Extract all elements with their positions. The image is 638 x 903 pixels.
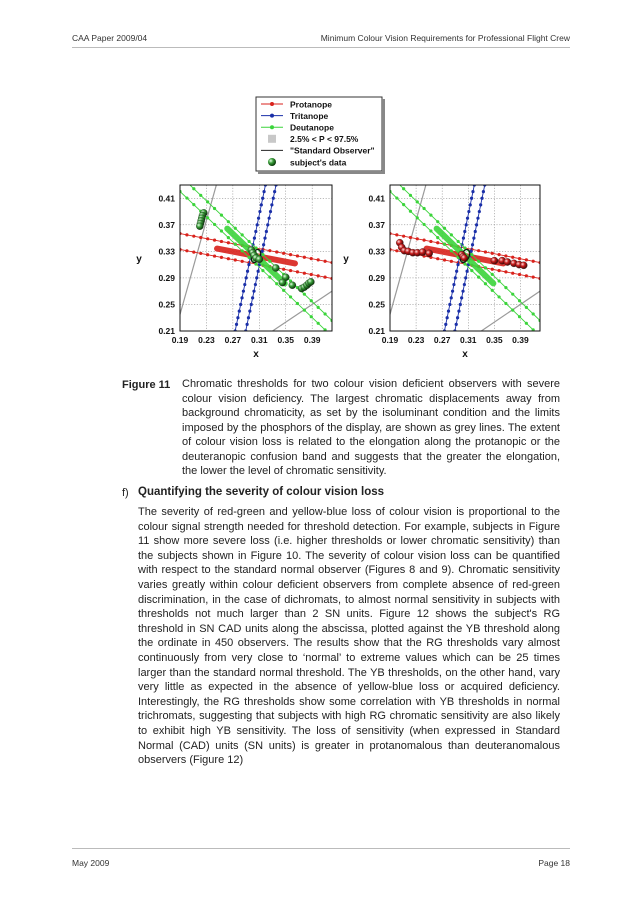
confusion-line-dot	[429, 229, 432, 232]
confusion-line-dot	[436, 257, 439, 260]
confusion-line-dot	[463, 283, 466, 286]
confusion-line-dot	[242, 290, 245, 293]
y-tick-label: 0.33	[368, 246, 385, 257]
confusion-line-dot	[422, 239, 425, 242]
confusion-line-dot	[455, 323, 458, 326]
legend-label: subject's data	[290, 157, 347, 168]
confusion-line-dot	[484, 266, 487, 269]
confusion-line-dot	[254, 230, 257, 233]
confusion-line-dot	[310, 299, 313, 302]
confusion-line-dot	[443, 258, 446, 261]
confusion-line-dot	[243, 283, 246, 286]
confusion-line-dot	[251, 296, 254, 299]
y-tick-label: 0.25	[368, 299, 385, 310]
confusion-line-dot	[227, 236, 230, 239]
confusion-line-dot	[395, 181, 398, 184]
confusion-line-dot	[323, 312, 326, 315]
confusion-line-dot	[450, 260, 453, 263]
confusion-line-dot	[303, 256, 306, 259]
confusion-line-dot	[266, 223, 269, 226]
confusion-line-dot	[261, 197, 264, 200]
footer-right: Page 18	[538, 858, 570, 868]
confusion-line-dot	[462, 236, 465, 239]
confusion-line-dot	[466, 217, 469, 220]
confusion-line-dot	[258, 210, 261, 213]
confusion-line-dot	[471, 190, 474, 193]
confusion-line-dot	[461, 290, 464, 293]
confusion-line-dot	[454, 276, 457, 279]
data-point	[289, 282, 296, 289]
legend-square	[268, 135, 276, 143]
confusion-line-dot	[268, 276, 271, 279]
confusion-line-dot	[206, 253, 209, 256]
y-tick-label: 0.21	[158, 326, 175, 336]
confusion-line-dot	[443, 227, 446, 230]
confusion-line-dot	[525, 274, 528, 277]
confusion-line-dot	[220, 229, 223, 232]
confusion-line-dot	[482, 190, 485, 193]
confusion-line-dot	[395, 249, 398, 252]
confusion-line-dot	[436, 241, 439, 244]
confusion-line-dot	[262, 190, 265, 193]
confusion-line-dot	[532, 276, 535, 279]
confusion-line-dot	[497, 295, 500, 298]
confusion-line-dot	[246, 323, 249, 326]
confusion-line-dot	[465, 270, 468, 273]
confusion-line-dot	[479, 203, 482, 206]
confusion-line-dot	[245, 276, 248, 279]
confusion-line-dot	[185, 181, 188, 184]
x-tick-label: 0.23	[198, 335, 215, 345]
confusion-line-dot	[477, 260, 480, 263]
confusion-line-dot	[289, 295, 292, 298]
confusion-line-dot	[476, 217, 479, 220]
confusion-line-dot	[477, 249, 480, 252]
x-tick-label: 0.27	[224, 335, 242, 345]
confusion-line-dot	[234, 227, 237, 230]
confusion-line-dot	[227, 241, 230, 244]
confusion-line-dot	[388, 174, 391, 177]
confusion-line-dot	[213, 254, 216, 257]
confusion-line-dot	[213, 239, 216, 242]
confusion-line-dot	[330, 335, 333, 338]
y-axis-label: y	[343, 254, 349, 265]
x-axis-label: x	[253, 349, 259, 360]
confusion-line-dot	[260, 203, 263, 206]
y-tick-label: 0.37	[158, 219, 175, 230]
confusion-line-dot	[263, 236, 266, 239]
confusion-line-dot	[475, 223, 478, 226]
confusion-line-dot	[220, 256, 223, 259]
confusion-line-dot	[227, 257, 230, 260]
confusion-line-dot	[443, 243, 446, 246]
section-body: The severity of red-green and yellow-blue loss of colour vision is proportional to the colour signal strength needed for threshold detection. For example, subjects in Figure 11 show more severe loss (i.e. higher thresholds or lower chromatic sensitivity) than the subjects shown in Figure 10. The severity of colour vision loss can be quantified with respect to the standard normal observer (Figures 8 and 9). Chromatic sensitivity varies greatly within colour deficient observers from complete absence of red-green discrimination, in the case of dichromats, to almost normal sensitivity in subjects with thresholds not much larger than 2 SN units. Figure 12 shows the subject's RG threshold in SN CAD units along the abscissa, plotted against the YB threshold along the ordinate in 450 observers. The results show that the RG thresholds vary almost continuously from very close to ‘normal’ to extreme values which can be 25 times larger than the standard normal threshold. The YB thresholds, on the other hand, vary very little as expected in the absence of yellow-blue loss or acquired deficiency. Interestingly, the RG thresholds show some correlation with YB thresholds in normal trichromats, suggesting that subjects with high RG chromatic sensitivity are also likely to exhibit high YB sensitivity. The loss of sensitivity (when expressed in Standard Normal (CAD) units (SN units) is greater in protanomalous than deuteranomalous observers (Figure 12)	[138, 506, 560, 767]
confusion-line-dot	[416, 200, 419, 203]
confusion-line-dot	[465, 223, 468, 226]
confusion-line-dot	[220, 213, 223, 216]
data-point	[520, 262, 527, 269]
confusion-line-dot	[457, 240, 460, 243]
legend-label: 2.5% < P < 97.5%	[290, 134, 359, 145]
confusion-line-dot	[192, 187, 195, 190]
confusion-line-dot	[206, 216, 209, 219]
y-tick-label: 0.25	[158, 299, 175, 310]
confusion-line-dot	[199, 194, 202, 197]
confusion-line-dot	[289, 253, 292, 256]
confusion-line-dot	[395, 196, 398, 199]
confusion-line-dot	[409, 210, 412, 213]
confusion-line-dot	[422, 223, 425, 226]
confusion-line-dot	[261, 269, 264, 272]
confusion-line-dot	[234, 243, 237, 246]
confusion-line-dot	[238, 309, 241, 312]
confusion-line-dot	[265, 230, 268, 233]
confusion-line-dot	[236, 316, 239, 319]
legend-dot	[270, 125, 274, 129]
confusion-line-dot	[310, 273, 313, 276]
confusion-line-dot	[504, 302, 507, 305]
confusion-line-dot	[470, 269, 473, 272]
confusion-line-dot	[447, 309, 450, 312]
confusion-line-dot	[511, 272, 514, 275]
confusion-line-dot	[460, 296, 463, 299]
confusion-line-dot	[491, 289, 494, 292]
confusion-line-dot	[497, 269, 500, 272]
confusion-line-dot	[199, 236, 202, 239]
legend-label: Deutanope	[290, 122, 334, 133]
y-tick-label: 0.41	[368, 193, 385, 204]
footer-left: May 2009	[72, 858, 110, 868]
confusion-line-dot	[296, 302, 299, 305]
confusion-line-dot	[525, 258, 528, 261]
confusion-line-dot	[464, 276, 467, 279]
confusion-line-dot	[257, 270, 260, 273]
chart-left	[136, 174, 333, 360]
confusion-line-dot	[257, 217, 260, 220]
confusion-line-dot	[511, 309, 514, 312]
data-point	[307, 278, 314, 285]
confusion-line-dot	[270, 203, 273, 206]
confusion-line-dot	[254, 283, 257, 286]
confusion-line-dot	[459, 303, 462, 306]
confusion-line-dot	[262, 243, 265, 246]
x-tick-label: 0.31	[459, 335, 477, 345]
confusion-line-dot	[220, 240, 223, 243]
confusion-line-dot	[456, 263, 459, 266]
confusion-line-dot	[538, 335, 541, 338]
confusion-line-dot	[241, 233, 244, 236]
y-tick-label: 0.29	[368, 272, 385, 283]
header-left: CAA Paper 2009/04	[72, 33, 148, 43]
confusion-line-dot	[504, 254, 507, 257]
confusion-line-dot	[240, 296, 243, 299]
confusion-line-dot	[491, 252, 494, 255]
confusion-line-dot	[484, 282, 487, 285]
confusion-line-dot	[518, 257, 521, 260]
confusion-line-dot	[310, 315, 313, 318]
confusion-line-dot	[436, 220, 439, 223]
confusion-line-dot	[282, 268, 285, 271]
confusion-line-dot	[323, 276, 326, 279]
x-tick-label: 0.35	[486, 335, 503, 345]
confusion-line-dot	[323, 260, 326, 263]
y-tick-label: 0.33	[158, 246, 175, 257]
confusion-line-dot	[471, 243, 474, 246]
y-tick-label: 0.41	[158, 193, 175, 204]
confusion-line-dot	[429, 240, 432, 243]
x-tick-label: 0.39	[303, 335, 321, 345]
confusion-line-dot	[268, 217, 271, 220]
data-point	[272, 264, 279, 271]
legend-label: Tritanope	[290, 110, 329, 121]
confusion-line-dot	[246, 270, 249, 273]
confusion-line-dot	[497, 279, 500, 282]
confusion-line-dot	[199, 252, 202, 255]
confusion-line-dot	[296, 270, 299, 273]
legend-label: Protanope	[290, 99, 333, 110]
footer-rule	[72, 848, 570, 849]
confusion-line-dot	[192, 235, 195, 238]
confusion-line-dot	[436, 236, 439, 239]
confusion-line-dot	[480, 197, 483, 200]
confusion-line-dot	[409, 236, 412, 239]
confusion-line-dot	[206, 237, 209, 240]
confusion-line-dot	[185, 233, 188, 236]
confusion-line-dot	[241, 249, 244, 252]
confusion-line-dot	[532, 312, 535, 315]
confusion-line-dot	[247, 263, 250, 266]
data-point	[461, 254, 468, 261]
confusion-line-dot	[518, 273, 521, 276]
section-number: f)	[122, 487, 129, 499]
confusion-line-dot	[247, 316, 250, 319]
confusion-line-dot	[446, 316, 449, 319]
confusion-line-dot	[395, 233, 398, 236]
confusion-line-dot	[273, 190, 276, 193]
confusion-line-dot	[450, 296, 453, 299]
data-point	[426, 250, 433, 257]
confusion-line-dot	[491, 268, 494, 271]
confusion-line-dot	[478, 210, 481, 213]
x-tick-label: 0.27	[433, 335, 451, 345]
confusion-line-dot	[402, 203, 405, 206]
confusion-line-dot	[511, 293, 514, 296]
confusion-line-dot	[253, 236, 256, 239]
confusion-line-dot	[469, 203, 472, 206]
x-tick-label: 0.35	[277, 335, 295, 345]
confusion-line-dot	[310, 257, 313, 260]
data-point	[491, 257, 498, 264]
confusion-line-dot	[455, 270, 458, 273]
confusion-line-dot	[491, 273, 494, 276]
confusion-line-dot	[525, 306, 528, 309]
confusion-line-dot	[206, 200, 209, 203]
confusion-line-dot	[256, 223, 259, 226]
confusion-line-dot	[504, 286, 507, 289]
confusion-line-dot	[235, 323, 238, 326]
y-tick-label: 0.29	[158, 272, 175, 283]
figure-11	[0, 0, 638, 370]
data-point	[279, 279, 286, 286]
data-point	[419, 248, 426, 255]
y-axis-label: y	[136, 254, 142, 265]
confusion-line-dot	[303, 272, 306, 275]
confusion-line-dot	[261, 253, 264, 256]
legend-label: "Standard Observer"	[290, 145, 375, 156]
confusion-line-dot	[289, 269, 292, 272]
confusion-line-dot	[452, 283, 455, 286]
confusion-line-dot	[239, 303, 242, 306]
x-tick-label: 0.19	[381, 335, 399, 345]
confusion-line-dot	[282, 252, 285, 255]
confusion-line-dot	[444, 323, 447, 326]
confusion-line-dot	[504, 270, 507, 273]
confusion-line-dot	[303, 293, 306, 296]
confusion-line-dot	[463, 230, 466, 233]
confusion-line-dot	[472, 236, 475, 239]
confusion-line-dot	[416, 237, 419, 240]
confusion-line-dot	[255, 276, 258, 279]
legend-sphere	[268, 158, 276, 166]
confusion-line-dot	[296, 254, 299, 257]
confusion-line-dot	[272, 197, 275, 200]
confusion-line-dot	[477, 276, 480, 279]
confusion-line-dot	[248, 309, 251, 312]
confusion-line-dot	[303, 309, 306, 312]
confusion-line-dot	[402, 235, 405, 238]
confusion-line-dot	[282, 289, 285, 292]
y-tick-label: 0.21	[368, 326, 385, 336]
x-tick-label: 0.23	[407, 335, 425, 345]
confusion-line-dot	[234, 258, 237, 261]
confusion-line-dot	[241, 260, 244, 263]
data-point	[196, 223, 203, 230]
confusion-line-dot	[402, 187, 405, 190]
confusion-line-dot	[532, 260, 535, 263]
x-tick-label: 0.19	[171, 335, 189, 345]
confusion-line-dot	[178, 174, 181, 177]
confusion-line-dot	[451, 290, 454, 293]
confusion-line-dot	[470, 197, 473, 200]
x-axis-label: x	[462, 349, 468, 360]
confusion-line-dot	[497, 253, 500, 256]
y-tick-label: 0.37	[368, 219, 385, 230]
confusion-line-dot	[467, 210, 470, 213]
figure-caption-text: Chromatic thresholds for two colour vision deficient observers with severe colour vision deficiency. The largest chromatic displacements away from background chromaticity, as set by the isoluminant condition and the limits imposed by the phosphors of the display, are shown as grey lines. The extent of colour vision loss is related to the elongation along the protanopic or the deuteranopic confusion band and suggests that the greater the elongation, the lower the level of chromatic sensitivity.	[182, 378, 560, 477]
confusion-line-dot	[450, 233, 453, 236]
confusion-line-dot	[192, 203, 195, 206]
header-right: Minimum Colour Vision Requirements for Professional Flight Crew	[320, 33, 570, 43]
confusion-line-dot	[213, 207, 216, 210]
confusion-line-dot	[511, 256, 514, 259]
confusion-line-dot	[247, 240, 250, 243]
legend-dot	[270, 102, 274, 106]
confusion-line-dot	[317, 258, 320, 261]
confusion-line-dot	[518, 299, 521, 302]
figure-caption-label: Figure 11	[122, 379, 171, 391]
confusion-line-dot	[456, 316, 459, 319]
confusion-line-dot	[474, 230, 477, 233]
confusion-line-dot	[268, 249, 271, 252]
legend	[256, 97, 385, 174]
confusion-line-dot	[185, 249, 188, 252]
confusion-line-dot	[252, 290, 255, 293]
x-tick-label: 0.31	[251, 335, 268, 345]
confusion-line-dot	[227, 220, 230, 223]
confusion-line-dot	[269, 210, 272, 213]
section-title: Quantifying the severity of colour vision loss	[138, 486, 385, 498]
confusion-line-dot	[525, 322, 528, 325]
chart-right	[343, 174, 541, 360]
confusion-line-dot	[317, 322, 320, 325]
confusion-line-dot	[457, 309, 460, 312]
confusion-line-dot	[409, 194, 412, 197]
confusion-line-dot	[429, 213, 432, 216]
confusion-line-dot	[518, 315, 521, 318]
x-tick-label: 0.39	[512, 335, 529, 345]
confusion-line-dot	[317, 306, 320, 309]
data-point	[256, 256, 263, 263]
data-point	[504, 258, 511, 265]
confusion-line-dot	[247, 256, 250, 259]
confusion-line-dot	[275, 250, 278, 253]
confusion-line-dot	[250, 303, 253, 306]
confusion-line-dot	[185, 196, 188, 199]
confusion-line-dot	[192, 251, 195, 254]
confusion-line-dot	[317, 274, 320, 277]
confusion-line-dot	[448, 303, 451, 306]
confusion-line-dot	[416, 216, 419, 219]
confusion-line-dot	[422, 207, 425, 210]
confusion-line-dot	[470, 253, 473, 256]
confusion-line-dot	[450, 249, 453, 252]
confusion-line-dot	[213, 223, 216, 226]
confusion-line-dot	[268, 260, 271, 263]
confusion-line-dot	[275, 282, 278, 285]
confusion-line-dot	[484, 250, 487, 253]
legend-dot	[270, 114, 274, 118]
